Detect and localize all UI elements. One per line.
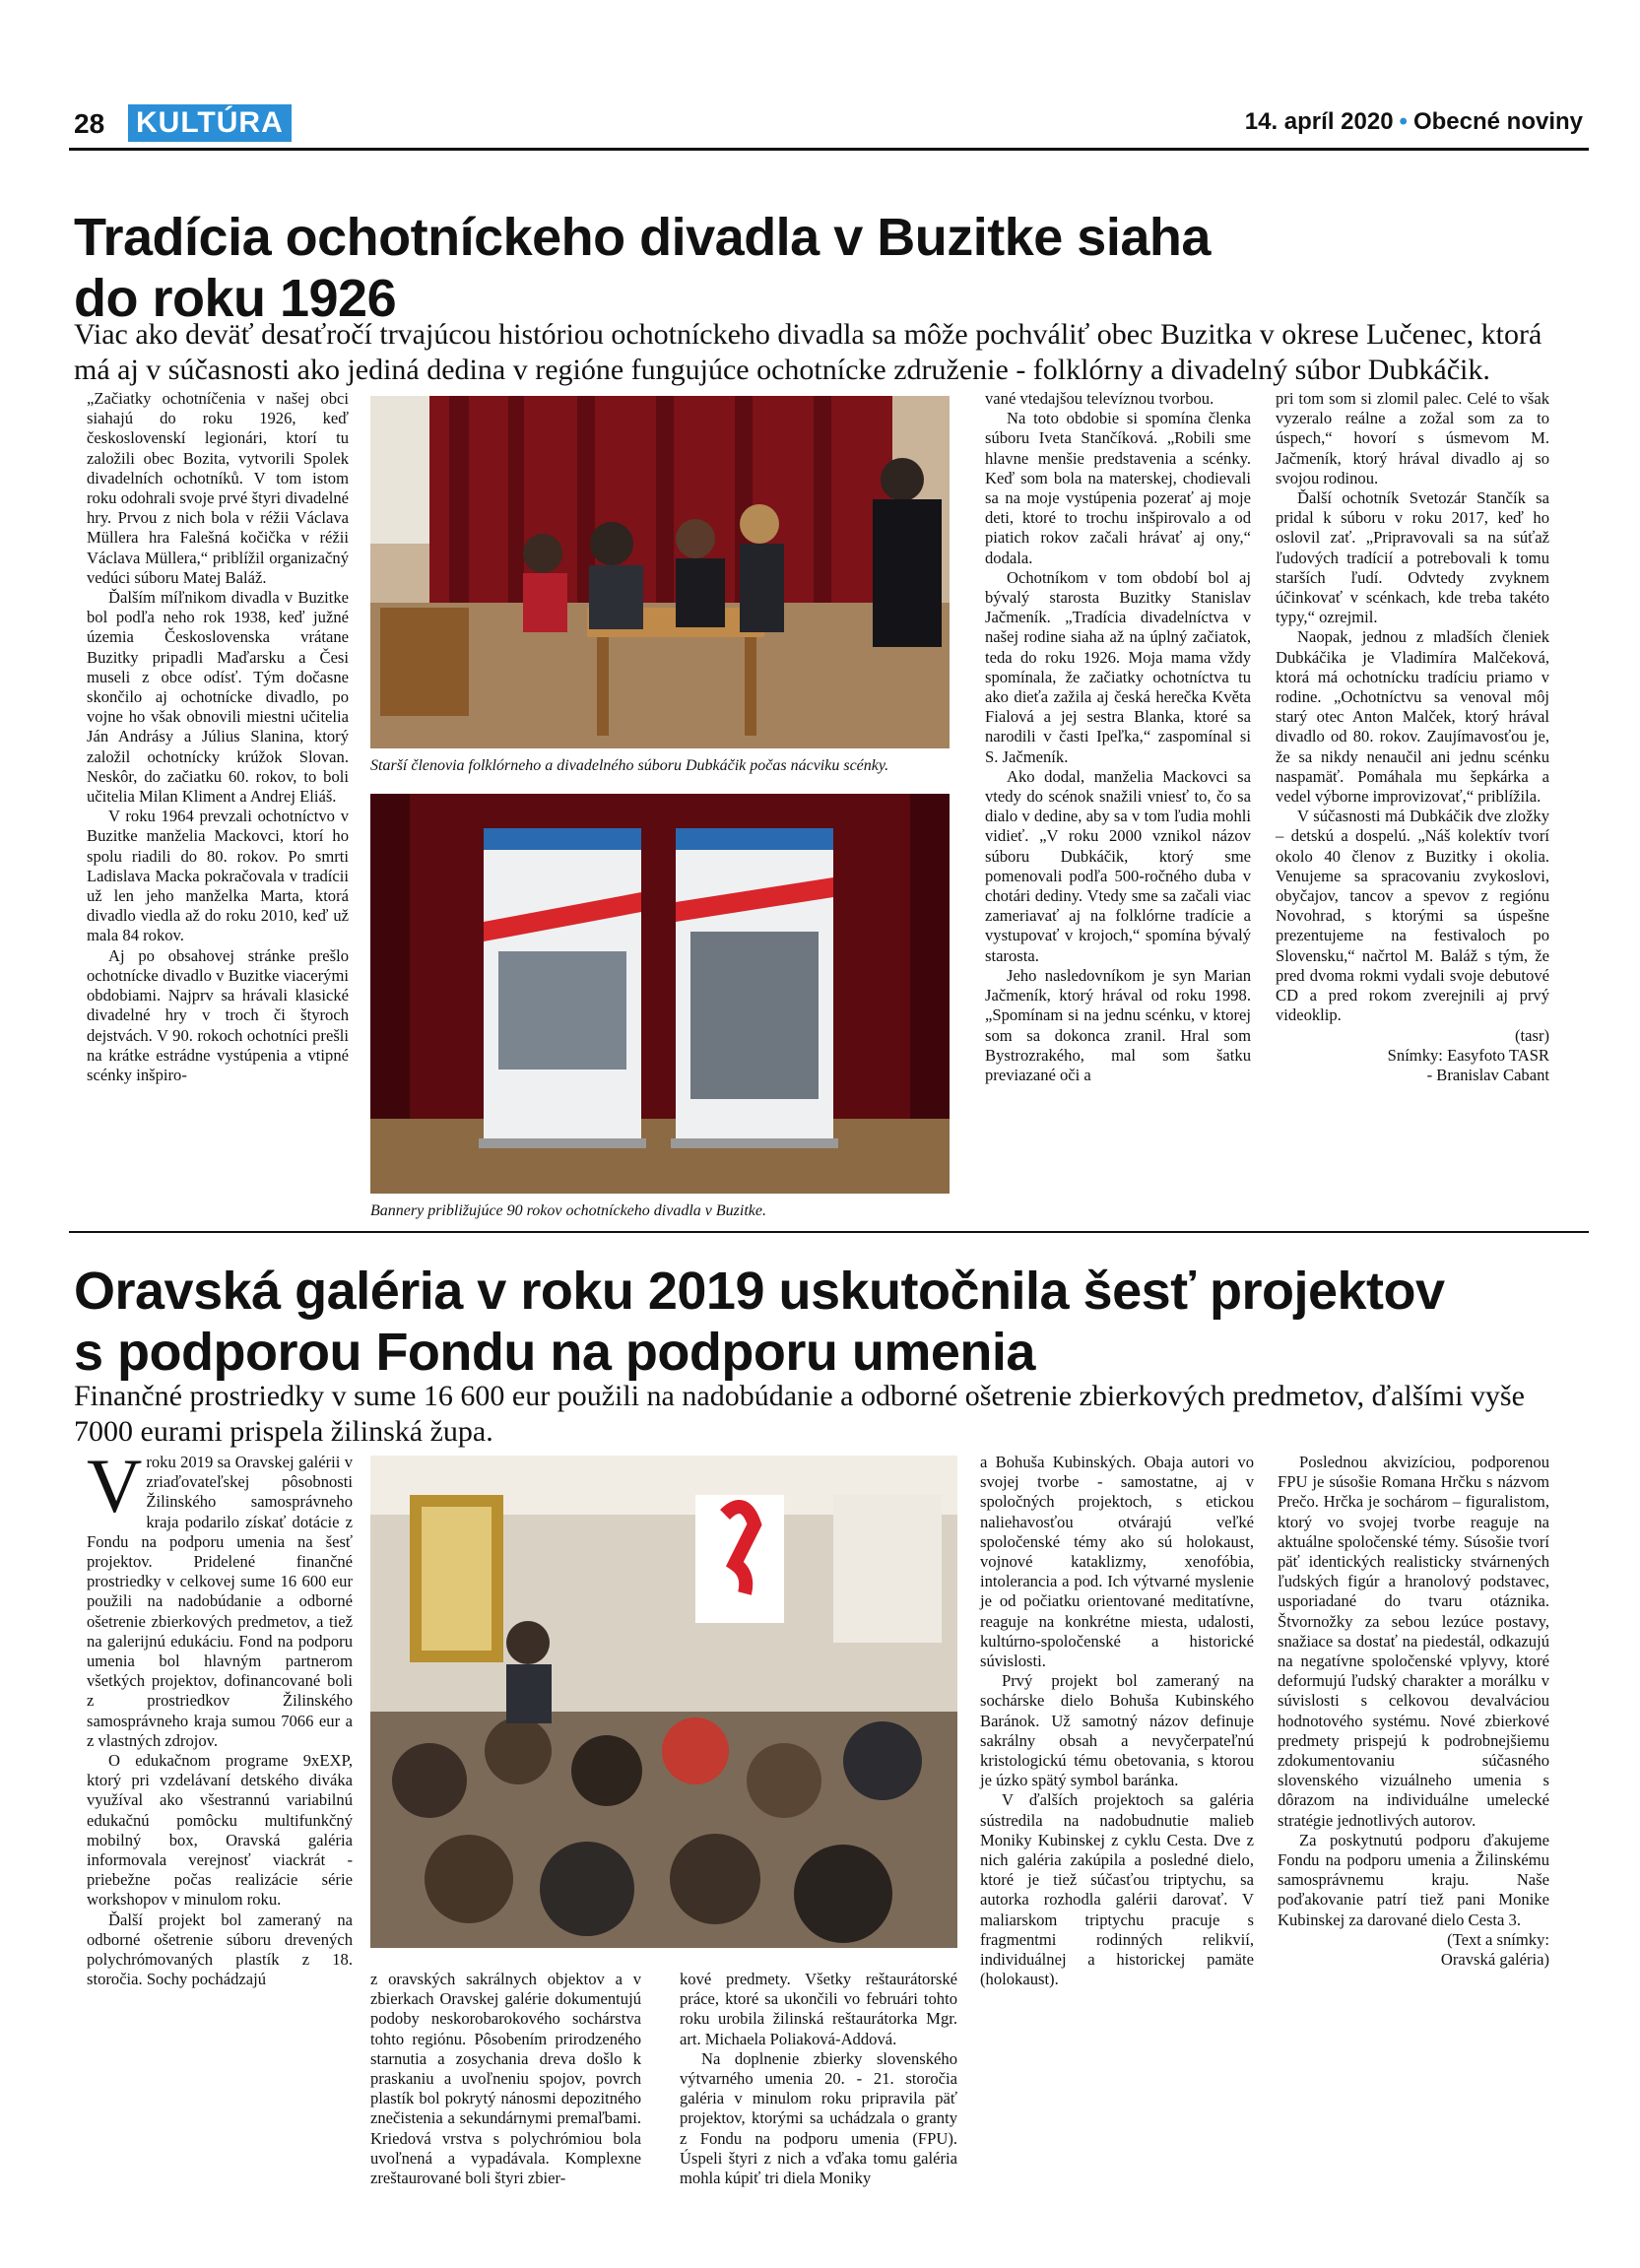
article2-col1 [87,1443,353,1989]
article-divider [69,1231,1589,1233]
article2-headline-line2: s podporou Fondu na podporu umenia [74,1323,1035,1382]
paragraph: Ďalší ochotník Svetozár Stančík sa pridal k súboru v roku 2017, keď ho oslovil zať. „Pripravovali sa na súťaž ľudových tradícií a potrebovali k tomu starších ľudí. Odvtedy zvyknem účinkovať v scénkach, kde treba takéto typy,“ ozrejmil. [1276,488,1549,627]
paragraph: vané vtedajšou televíznou tvorbou. [985,389,1214,408]
article1-lead: Viac ako deväť desaťročí trvajúcou históriou ochotníckeho divadla sa môže pochváliť obec Buzitka v okrese Lučenec, ktorá má aj v súčasnosti ako jediná dedina v regióne fungujúce ochotnícke združenie - folklórny a divadelný súbor Dubkáčik. [74,318,1542,386]
issue-date: 14. apríl 2020 [1244,108,1394,135]
article1-headline-line2: do roku 1926 [74,269,397,328]
paragraph: Prvý projekt bol zameraný na sochárske dielo Bohuša Kubinského Baránok. Už samotný názov definuje sakrálny obsah a nevyčerpateľnú kristologickú tému obetovania, s ktorou je úzko spätý symbol baránka. [980,1671,1254,1790]
paragraph: z oravských sakrálnych objektov a v zbierkach Oravskej galérie dokumentujú podoby neskorobarokového sochárstva tohto regiónu. Pôsobením prirodzeného starnutia a zosychania dreva došlo k praskaniu a uvoľneniu spojov, povrch plastík bol pokrytý nánosmi depozitného znečistenia a sekundárnymi premaľbami. Kriedová vrstva s polychrómiou bola uvoľnená a vypadávala. Komplexne zreštaurované boli štyri zbier- [370,1970,641,2188]
article2-lead: Finančné prostriedky v sume 16 600 eur použili na nadobúdanie a odborné ošetrenie zbierkových predmetov, ďalšími vyše 7000 eurami prispela žilinská župa. [74,1380,1525,1448]
paragraph: a Bohuša Kubinských. Obaja autori vo svojej tvorbe - samostatne, aj v spoločných projektoch, s etickou naliehavosťou otvárajú veľké spoločenské témy ako sú holokaust, vojnové kataklizmy, xenofóbia, intolerancia a pod. Ich výtvarné myslenie je od počiatku orientované meditatívne, reaguje na konkrétne miesta, udalosti, kultúrno-spoločenské a historické súvislosti. [980,1453,1254,1671]
article2-col4 [980,1453,1254,1989]
paragraph: V súčasnosti má Dubkáčik dve zložky – detskú a dospelú. „Náš kolektív tvorí okolo 40 členov z Buzitky i okolia. Venujeme sa spracovaniu zvykoslovi, obyčajov, tancov a spevov z regiónu Novohrad, s ktorými sa úspešne prezentujeme na festivaloch po Slovensku,“ načrtol M. Baláž s tým, že pred dvoma rokmi vydali svoje debutové CD a pred rokom zverejnili aj prvý videoklip. [1276,807,1549,1025]
paragraph: „Začiatky ochotníčenia v našej obci siahajú do roku 1926, keď československí legionári, ktorí tu založili obec Bozita, vytvorili Spolek divadelních ochotníků. V tom istom roku odohrali svoje prvé štyri divadelné hry. Prvou z nich bola v réžii Václava Müllera hra Falešná kočička v réžii Václava Müllera,“ priblížil organizačný vedúci súboru Matej Baláž. [87,389,349,587]
dropcap: V [87,1443,143,1528]
credit-agency: (tasr) [1514,1025,1549,1045]
credit-source: Oravská galéria) [1440,1950,1549,1970]
article1-col3 [985,389,1251,1085]
credit-text-photos: (Text a snímky: [1447,1929,1549,1949]
credit-photos: Snímky: Easyfoto TASR [1387,1045,1549,1065]
paragraph-text: roku 2019 sa Oravskej galérii v zriaďovateľskej pôsobnosti Žilinského samosprávneho kraja podarilo získať dotácie z Fondu na podporu umenia na šesť projektov. Pridelené finančné prostriedky v celkovej sume 16 600 eur použili na nadobúdanie a odborné ošetrenie zbierkových predmetov, a tiež na galerijnú edukáciu. Fond na podporu umenia bol hlavným partnerom všetkých projektov, dofinancované boli z prostriedkov Žilinského samosprávneho kraja sumou 7066 eur a z vlastných zdrojov. [87,1453,353,1750]
paragraph: Ďalší projekt bol zameraný na odborné ošetrenie súboru drevených polychrómovaných plastík z 18. storočia. Sochy pochádzajú [87,1910,353,1989]
paragraph: Jeho nasledovníkom je syn Marian Jačmeník, ktorý hrával od roku 1998. „Spomínam si na jednu scénku, v ktorej som sa dokonca zranil. Hral som Bystrozrakého, mal som šatku previazané oči a [985,965,1251,1084]
header-rule [69,148,1589,151]
article2-headline [74,1261,1581,1383]
credit-photos-author: - Branislav Cabant [1426,1065,1549,1084]
paragraph: Ďalším míľnikom divadla v Buzitke bol podľa neho rok 1938, keď južné územia Československa vrátane Buzitky pripadli Maďarsku a Česi museli z obce odísť. Tým dočasne skončilo aj ochotnícke divadlo, po vojne ho však obnovili miestni učitelia Ján Andrásy a Július Slanina, ktorý založil ochotnícky krúžok Slovan. Neskôr, do začiatku 60. rokov, to boli učitelia Milan Kliment a Andrej Eliáš. [87,588,349,807]
paragraph: V ďalších projektoch sa galéria sústredila na nadobudnutie malieb Moniky Kubinskej z cyklu Cesta. Dve z nich galéria zakúpila a posledné dielo, ktoré je tiež súčasťou triptychu, sa autorka rozhodla galérii darovať. V maliarskom triptychu pracuje s fragmentmi rodinných relikvií, individuálnej a historickej pamäte (holokaust). [980,1790,1254,1989]
paragraph: Za poskytnutú podporu ďakujeme Fondu na podporu umenia a Žilinskému samosprávnemu kraju. Naše poďakovanie patrí tiež pani Monike Kubinskej za darované dielo Cesta 3. [1278,1830,1549,1929]
rehearsal-photo-image [370,396,950,748]
article2-photo-gallery [370,1456,957,1948]
banners-photo-image [370,794,950,1194]
paragraph: Poslednou akvizíciou, podporenou FPU je súsošie Romana Hrčku s názvom Prečo. Hrčka je sochárom – figuralistom, ktorý vo svojej tvorbe reaguje na aktuálne spoločenské témy. Súsošie tvorí päť identických realisticky stvárnených ľudských figúr a hranolový podstavec, usporiadané do tvaru otáznika. Štvornožky za sebou lezúce postavy, snažiace sa dostať na piedestál, odkazujú na negatívne spoločenské vplyvy, ktoré deformujú ľudský charakter a morálku v súvislosti s celkovou devalváciou hodnotového systému. Nové zbierkové predmety prispejú k podrobnejšiemu zdokumentovaniu súčasného slovenského vizuálneho umenia s dôrazom na individuálne umelecké stratégie jednotlivých autorov. [1278,1453,1549,1830]
paragraph: Na doplnenie zbierky slovenského výtvarného umenia 20. - 21. storočia galéria v minulom roku pripravila päť projektov, ktorými sa uchádzala o granty z Fondu na podporu umenia (FPU). Úspeli štyri z nich a vďaka tomu galéria mohla kúpiť tri diela Moniky [680,2048,957,2188]
article1-photo-banners [370,794,950,1194]
paragraph: V roku 1964 prevzali ochotníctvo v Buzitke manželia Mackovci, ktorí ho spolu riadili do 80. rokov. Po smrti Ladislava Macka pokračovala v tradícii už len jeho manželka Marta, ktorá divadlo viedla až do roku 2010, keď už mala 84 rokov. [87,807,349,945]
publication-name: Obecné noviny [1412,108,1583,135]
paragraph: Ochotníkom v tom období bol aj bývalý starosta Buzitky Stanislav Jačmeník. „Tradícia divadelníctva v našej rodine siaha až na úplný začiatok, teda do roku 1926. Moja mama vždy spomínala, že začiatky ochotníctva tu ako dieťa zažila aj česká herečka Květa Fialová a jej sestra Blanka, ktoré sa narodili v časti Ipeľka,“ zaspomínal si S. Jačmeník. [985,567,1251,766]
separator-dot: • [1399,108,1408,135]
article1-col4 [1276,389,1549,1085]
article1-photo-rehearsal [370,396,950,748]
page-number: 28 [74,108,105,139]
paragraph: O edukačnom programe 9xEXP, ktorý pri vzdelávaní detského diváka využíval ako všestrannú variabilnú edukačnú pomôcku multifunkčný mobilný box, Oravská galéria informovala verejnosť viackrát - priebežne počas realizácie série workshopov v minulom roku. [87,1751,353,1910]
paragraph: Naopak, jednou z mladších členiek Dubkáčika je Vladimíra Malčeková, ktorá má ochotnícku tradíciu priamo v rodine. „Ochotníctvu sa venoval môj starý otec Anton Malček, ktorý hrával divadlo od 80. rokov. Zaujímavosťou je, že sa nikdy nenaučil ani jednu scénku naspamäť. Pomáhala mu šepkárka a vedel výborne improvizovať,“ priblížila. [1276,627,1549,807]
paragraph: Ako dodal, manželia Mackovci sa vtedy do scénok snažili vniesť to, čo sa dialo v dedine, aby sa v tom ľudia mohli vidieť. „V roku 2000 vznikol názov súboru Dubkáčik, ktorý sme pomenovali podľa 500-ročného duba v chotári dediny. Vtedy sme sa začali viac zameriavať aj na folklórne tradície a vystupovať v krojoch,“ spomína bývalý starosta. [985,766,1251,965]
article2-col2 [370,1970,641,2188]
article1-photo2-caption: Bannery približujúce 90 rokov ochotníckeho divadla v Buzitke. [370,1202,766,1219]
article1-headline-line1: Tradícia ochotníckeho divadla v Buzitke siaha [74,208,1211,267]
article2-col3 [680,1970,957,2188]
section-label: KULTÚRA [128,104,292,142]
paragraph: Na toto obdobie si spomína členka súboru Iveta Stančíková. „Robili sme hlavne menšie predstavenia a scénky. Keď som bola na materskej, chodievali sa na moje vystúpenia pozerať aj moje deti, ktoré to trochu inšpirovalo a od piatich rokov začali hrávať aj ony,“ dodala. [985,409,1251,567]
article2-headline-line1: Oravská galéria v roku 2019 uskutočnila šesť projektov [74,1262,1445,1321]
article2-col5 [1278,1453,1549,1970]
paragraph: pri tom som si zlomil palec. Celé to však vyzeralo reálne a zožal som za to úspech,“ hovorí s úsmevom M. Jačmeník, ktorý hrával divadlo aj so svojou rodinou. [1276,389,1549,487]
issue-info [1245,108,1583,136]
paragraph: kové predmety. Všetky reštaurátorské práce, ktoré sa ukončili vo februári tohto roku urobila žilinská reštaurátorka Mgr. art. Michaela Poliaková-Addová. [680,1970,957,2048]
article1-col1 [87,389,349,1085]
paragraph [87,1443,353,1751]
gallery-photo-image [370,1456,957,1948]
paragraph: Aj po obsahovej stránke prešlo ochotnícke divadlo v Buzitke viacerými obdobiami. Najprv sa hrávali klasické divadelné hry v troch či štyroch dejstvách. V 90. rokoch ochotníci prešli na krátke estrádne vystúpenia a vtipné scénky inšpiro- [87,945,349,1084]
article1-photo1-caption: Starší členovia folklórneho a divadelného súboru Dubkáčik počas nácviku scénky. [370,757,889,774]
article1-headline [74,207,1581,329]
